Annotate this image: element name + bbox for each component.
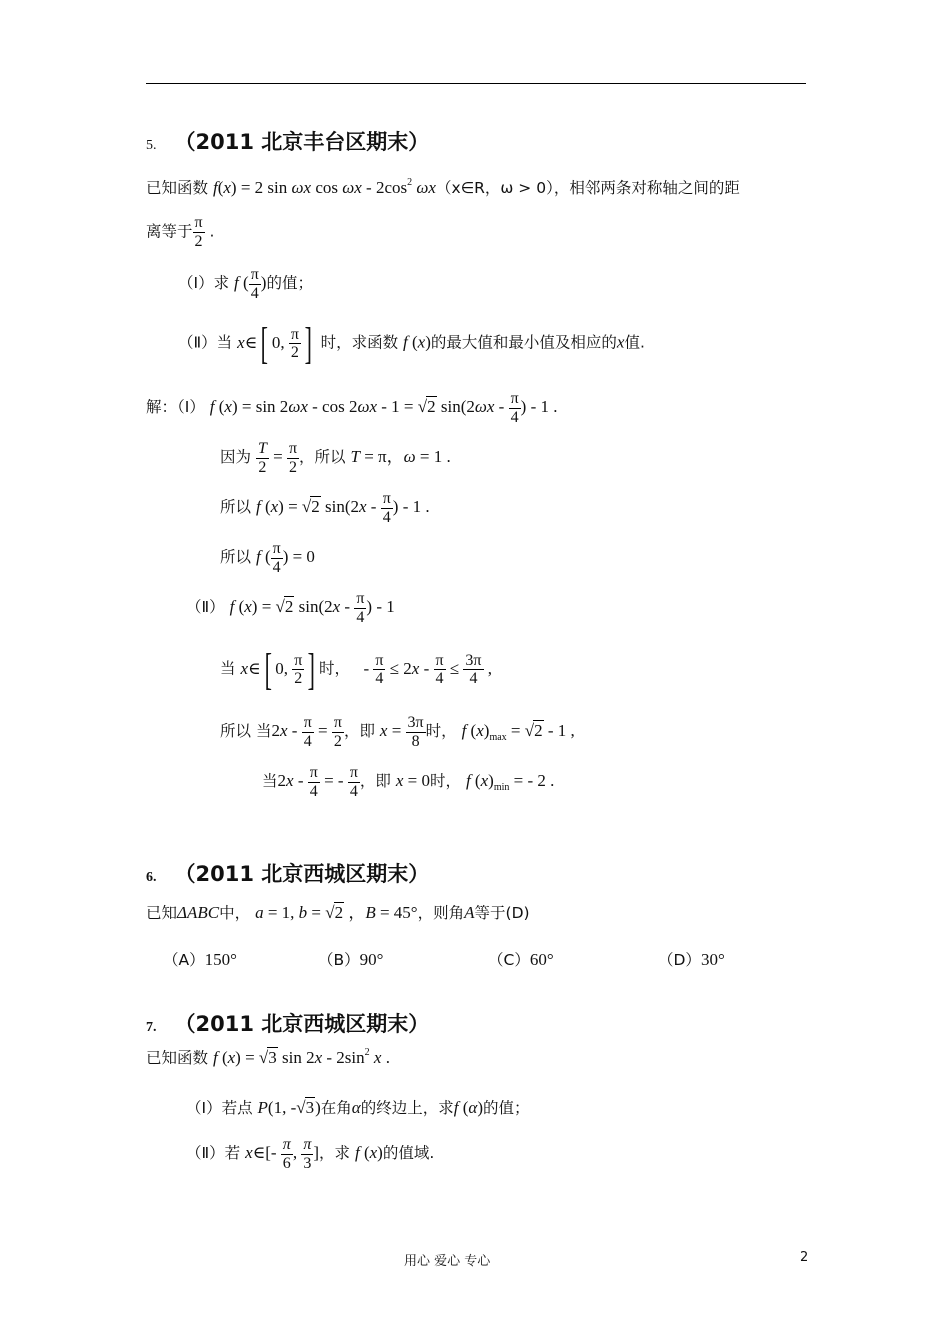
page-number: 2	[800, 1250, 809, 1265]
sol5-so2: 所以 f ( $\frac{\pi}{4}$ ) = 0	[220, 540, 315, 576]
q6-number: 6.	[146, 870, 157, 885]
q5-part1: （Ⅰ）求 f ( $\frac{\pi}{4}$ )的值；	[178, 266, 313, 302]
q7-part2: （Ⅱ）若 x∈[- $\frac{\pi}{6}$ , $\frac{\pi}{3}$ ]，求 f (x)的值域.	[186, 1136, 435, 1172]
q5-intro-line2: 离等于 $\frac{\pi}{2}$ .	[146, 214, 215, 250]
q6-heading	[146, 858, 429, 888]
q6-option-a: （A）150°	[163, 950, 237, 969]
q5-intro: 已知函数 f(x) = 2 sin ωx cos ωx - $2\cos^2$ ωx（x∈R，ω > 0），相邻两条对称轴之间的距	[146, 177, 740, 197]
q5-function: f(x) = 2 sin ωx cos ωx - $2\cos^2$ ωx	[212, 177, 436, 197]
q7-heading-text: （2011 北京西城区期末）	[174, 1012, 430, 1036]
sol5-min: 当2x - $\frac{\pi}{4}$ = - $\frac{\pi}{4}$ ，即 x = 0时， f $(x)_{min}$ = - 2 .	[262, 764, 555, 800]
q7-number: 7.	[146, 1020, 157, 1035]
q7-heading	[146, 1008, 429, 1038]
q5-heading-text: （2011 北京丰台区期末）	[174, 130, 430, 154]
sol5-when: 当 x∈[ 0, $\frac{\pi}{2}$ ] 时， - $\frac{\pi}{4}$ ≤ 2x - $\frac{\pi}{4}$ ≤ $\frac{3\pi}{4}$ ,	[220, 645, 492, 694]
q7-intro: 已知函数 f (x) = √3 $\sin 2x - 2\sin^2$ x .	[146, 1047, 390, 1067]
q5-period-fraction: $\frac{\pi}{2}$	[194, 214, 203, 250]
q5-number: 5.	[146, 138, 157, 153]
q7-part1: （Ⅰ）若点 P(1, -√3)在角α的终边上，求f (α)的值；	[186, 1098, 530, 1117]
q5-part2: （Ⅱ）当 x∈[ 0, $\frac{\pi}{2}$ ] 时，求函数 f (x)的最大值和最小值及相应的x值.	[178, 319, 645, 368]
sol5-because: 因为 $\frac{T}{2}$ = $\frac{\pi}{2}$ ，所以 T = π，ω = 1 .	[220, 440, 451, 476]
q6-heading-text: （2011 北京西城区期末）	[174, 862, 430, 886]
q6-option-d: （D）30°	[658, 950, 725, 969]
q5-heading	[146, 126, 429, 156]
q6-text: 已知ΔABC中， a = 1, b = √2 ，B = 45°，则角A等于(D)	[146, 903, 530, 922]
header-rule	[146, 83, 806, 84]
q6-option-b: （B）90°	[318, 950, 384, 969]
sol5-line1: 解：（Ⅰ） f (x) = sin 2ωx - cos 2ωx - 1 = √2 sin(2ωx - $\frac{\pi}{4}$ ) - 1 .	[146, 390, 558, 426]
sol5-max: 所以 当2x - $\frac{\pi}{4}$ = $\frac{\pi}{2}$ ，即 x = $\frac{3\pi}{8}$ 时， f $(x)_{max} = √2 - 1$ ,	[220, 714, 575, 750]
q6-option-c: （C）60°	[488, 950, 554, 969]
q5-condition: （x∈R，ω > 0）	[435, 179, 554, 197]
sol5-part2: （Ⅱ） f (x) = √2 sin(2x - $\frac{\pi}{4}$ ) - 1	[186, 590, 395, 626]
footer-motto: 用心 爱心 专心	[404, 1254, 491, 1269]
sol5-so1: 所以 f (x) = √2 sin(2x - $\frac{\pi}{4}$ ) - 1 .	[220, 490, 430, 526]
